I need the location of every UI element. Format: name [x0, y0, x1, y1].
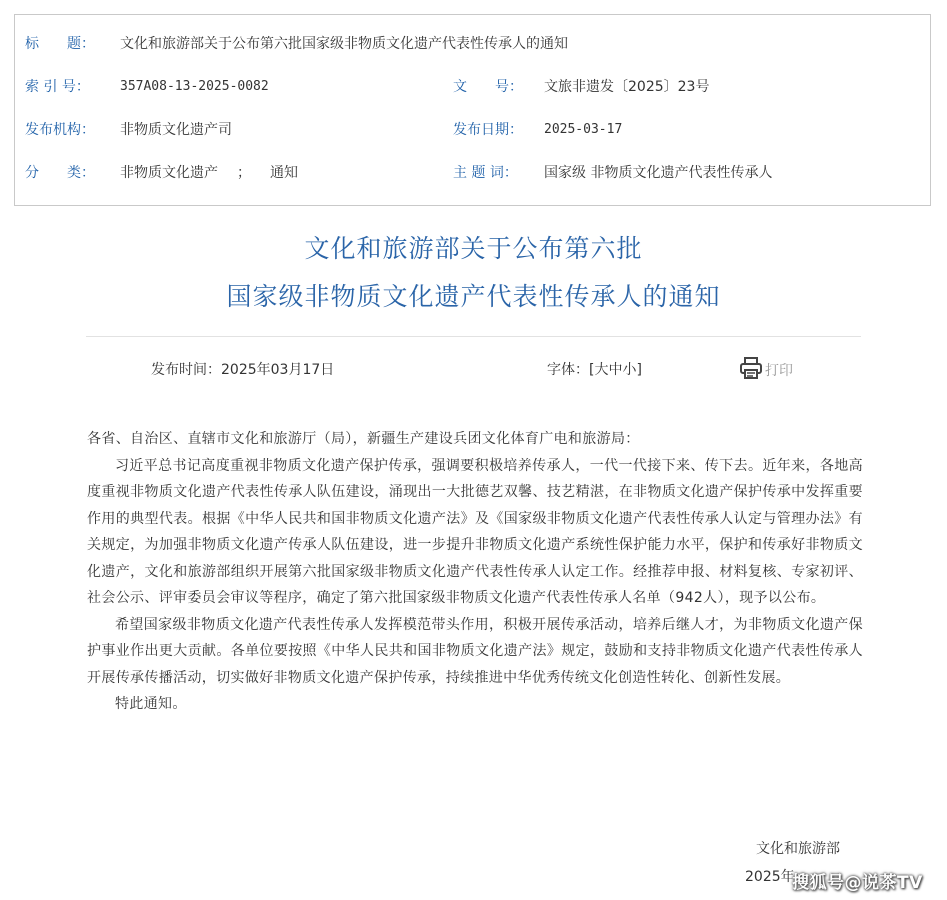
print-label: 打印: [765, 363, 793, 379]
salutation: 各省、自治区、直辖市文化和旅游厅（局），新疆生产建设兵团文化体育广电和旅游局：: [87, 431, 640, 447]
article-title-line-1: 文化和旅游部关于公布第六批: [304, 234, 643, 263]
paragraph-2: 希望国家级非物质文化遗产代表性传承人发挥模范带头作用，积极开展传承活动，培养后继人才，为非物质文化遗产保护事业作出更大贡献。各单位要按照《中华人民共和国非物质文化遗产法》规定，鼓励和支持非物质文化遗产代表性传承人开展传承传播活动，切实做好非物质文化遗产保护传承，持续推进中华优秀传统文化创造性转化、创新性发展。: [87, 616, 863, 686]
meta-docno-label: 文 号：: [453, 79, 523, 95]
watermark: 搜狐号@说茶TV: [792, 873, 923, 893]
meta-row-issuer: [15, 118, 930, 142]
paragraph-1: 习近平总书记高度重视非物质文化遗产保护传承，强调要积极培养传承人，一代一代接下来、传下去。近年来，各地高度重视非物质文化遗产代表性传承人队伍建设，涌现出一大批德艺双馨、技艺精湛，在非物质文化遗产保护传承中发挥重要作用的典型代表。根据《中华人民共和国非物质文化遗产法》及《国家级非物质文化遗产代表性传承人认定与管理办法》有关规定，为加强非物质文化遗产传承人队伍建设，进一步提升非物质文化遗产系统性保护能力水平，保护和传承好非物质文化遗产，文化和旅游部组织开展第六批国家级非物质文化遗产代表性传承人认定工作。经推荐申报、材料复核、专家初评、社会公示、评审委员会审议等程序，确定了第六批国家级非物质文化遗产代表性传承人名单（942人），现予以公布。: [87, 457, 863, 606]
meta-subject-value: 国家级 非物质文化遗产代表性传承人: [544, 165, 773, 181]
article-body: [87, 426, 863, 718]
metadata-panel: [14, 14, 931, 206]
print-button[interactable]: [739, 356, 793, 384]
meta-row-title: [15, 32, 930, 56]
signature: 文化和旅游部: [756, 841, 840, 857]
meta-date-value: 2025-03-17: [544, 122, 623, 137]
meta-index-value: 357A08-13-2025-0082: [120, 79, 269, 94]
meta-title-label: 标 题：: [25, 36, 95, 52]
meta-index-label: 索 引 号：: [25, 79, 90, 95]
printer-icon: [739, 356, 765, 384]
font-size-selector[interactable]: 字体：[大中小]: [547, 362, 642, 378]
closing: 特此通知。: [115, 696, 187, 712]
meta-category-separator: ；: [237, 165, 251, 181]
meta-row-index: [15, 75, 930, 99]
meta-title-value: 文化和旅游部关于公布第六批国家级非物质文化遗产代表性传承人的通知: [120, 36, 568, 52]
meta-category-value-1: 非物质文化遗产: [120, 165, 218, 181]
meta-category-label: 分 类：: [25, 165, 95, 181]
sign-date: 2025年: [745, 869, 795, 885]
meta-issuer-label: 发布机构：: [25, 122, 95, 138]
meta-row-category: [15, 161, 930, 185]
meta-subject-label: 主 题 词：: [453, 165, 518, 181]
meta-issuer-value: 非物质文化遗产司: [120, 122, 232, 138]
article-title-line-2: 国家级非物质文化遗产代表性传承人的通知: [226, 282, 721, 311]
publish-time: 发布时间：2025年03月17日: [151, 362, 335, 378]
meta-category-value-2: 通知: [270, 165, 298, 181]
title-divider: [86, 336, 861, 337]
meta-date-label: 发布日期：: [453, 122, 523, 138]
meta-docno-value: 文旅非遗发〔2025〕23号: [544, 79, 710, 95]
